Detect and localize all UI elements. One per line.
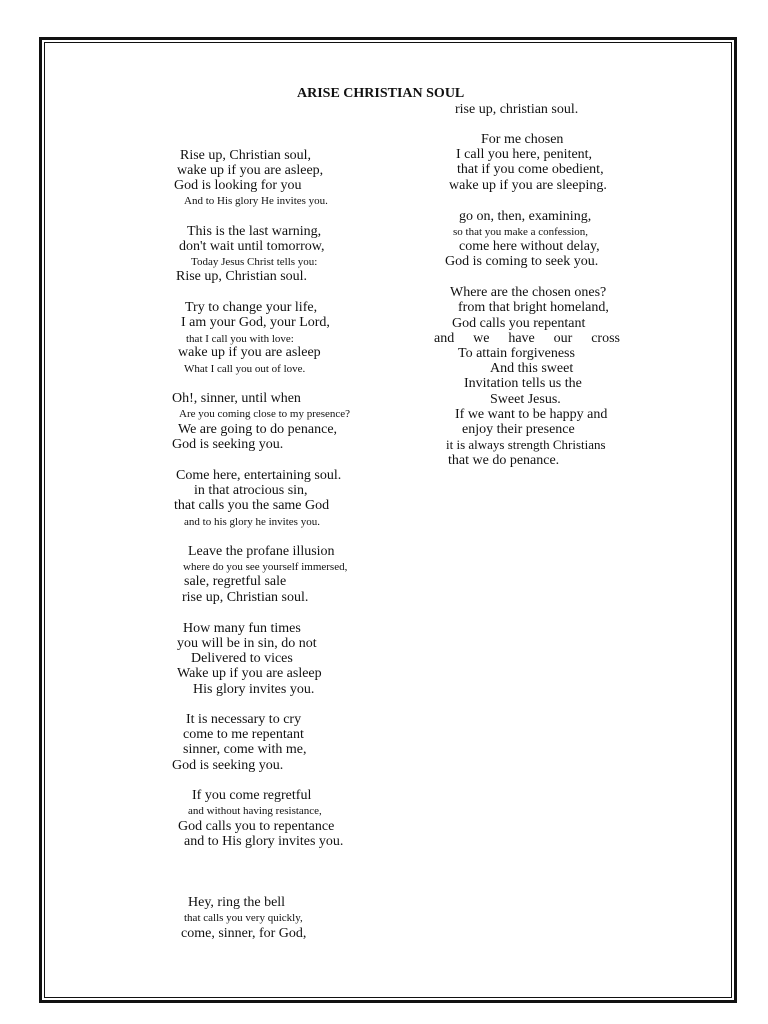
poem-line: Hey, ring the bell bbox=[188, 895, 286, 910]
poem-line: that calls you very quickly, bbox=[184, 912, 303, 924]
poem-line: We are going to do penance, bbox=[178, 422, 338, 437]
poem-line: sale, regretful sale bbox=[184, 574, 287, 589]
poem-line: Where are the chosen ones? bbox=[450, 285, 607, 300]
poem-line: If we want to be happy and bbox=[455, 407, 608, 422]
poem-line: Oh!, sinner, until when bbox=[172, 391, 301, 406]
page-border-inner bbox=[44, 42, 732, 998]
poem-title: ARISE CHRISTIAN SOUL bbox=[297, 86, 465, 101]
poem-line: I call you here, penitent, bbox=[456, 147, 593, 162]
poem-line: If you come regretful bbox=[192, 788, 312, 803]
poem-line: And this sweet bbox=[490, 361, 574, 376]
poem-line: so that you make a confession, bbox=[453, 226, 589, 238]
poem-line: His glory invites you. bbox=[193, 682, 315, 697]
poem-line: go on, then, examining, bbox=[459, 209, 592, 224]
poem-line: and to His glory invites you. bbox=[184, 834, 344, 849]
poem-line: wake up if you are asleep bbox=[178, 345, 321, 360]
poem-line: it is always strength Christians bbox=[446, 437, 606, 452]
poem-line: God is seeking you. bbox=[172, 758, 284, 773]
poem-line: Are you coming close to my presence? bbox=[179, 408, 351, 420]
poem-line: you will be in sin, do not bbox=[177, 636, 317, 651]
poem-line: come to me repentant bbox=[183, 727, 304, 742]
poem-line: that if you come obedient, bbox=[457, 162, 604, 177]
poem-line: Leave the profane illusion bbox=[188, 544, 335, 559]
poem-line: and without having resistance, bbox=[188, 805, 322, 817]
poem-line: in that atrocious sin, bbox=[194, 483, 308, 498]
poem-line: This is the last warning, bbox=[187, 224, 322, 239]
poem-line: wake up if you are asleep, bbox=[177, 163, 324, 178]
poem-line: Wake up if you are asleep bbox=[177, 666, 322, 681]
poem-line: sinner, come with me, bbox=[183, 742, 307, 757]
poem-line: that calls you the same God bbox=[174, 498, 330, 513]
poem-line: Rise up, Christian soul, bbox=[180, 148, 312, 163]
poem-line: God is coming to seek you. bbox=[445, 254, 599, 269]
poem-line: To attain forgiveness bbox=[458, 346, 575, 361]
poem-line: Rise up, Christian soul. bbox=[176, 269, 308, 284]
poem-line: rise up, christian soul. bbox=[455, 102, 579, 117]
poem-line: Invitation tells us the bbox=[464, 376, 582, 391]
poem-line: Sweet Jesus. bbox=[490, 392, 561, 407]
poem-line: Try to change your life, bbox=[185, 300, 318, 315]
poem-line: God is seeking you. bbox=[172, 437, 284, 452]
poem-line: come, sinner, for God, bbox=[181, 926, 307, 941]
poem-line: where do you see yourself immersed, bbox=[183, 561, 348, 573]
poem-line: What I call you out of love. bbox=[184, 363, 306, 375]
poem-line: Come here, entertaining soul. bbox=[176, 468, 342, 483]
poem-line: God is looking for you bbox=[174, 178, 302, 193]
poem-line: that I call you with love: bbox=[186, 333, 294, 345]
poem-line: that we do penance. bbox=[448, 453, 560, 468]
poem-line: and to his glory he invites you. bbox=[184, 516, 320, 528]
poem-line: It is necessary to cry bbox=[186, 712, 302, 727]
poem-line: rise up, Christian soul. bbox=[182, 590, 309, 605]
poem-line: enjoy their presence bbox=[462, 422, 575, 437]
poem-line: I am your God, your Lord, bbox=[181, 315, 330, 330]
poem-line: Delivered to vices bbox=[191, 651, 293, 666]
poem-line: How many fun times bbox=[183, 621, 301, 636]
poem-line: God calls you repentant bbox=[452, 316, 586, 331]
poem-line: from that bright homeland, bbox=[458, 300, 609, 315]
poem-line: and we have our cross bbox=[434, 331, 620, 346]
poem-line: God calls you to repentance bbox=[178, 819, 335, 834]
poem-line: Today Jesus Christ tells you: bbox=[191, 256, 318, 268]
poem-line: For me chosen bbox=[481, 132, 564, 147]
poem-line: don't wait until tomorrow, bbox=[179, 239, 325, 254]
poem-line: wake up if you are sleeping. bbox=[449, 178, 607, 193]
poem-line: come here without delay, bbox=[459, 239, 600, 254]
poem-line: And to His glory He invites you. bbox=[184, 195, 328, 207]
